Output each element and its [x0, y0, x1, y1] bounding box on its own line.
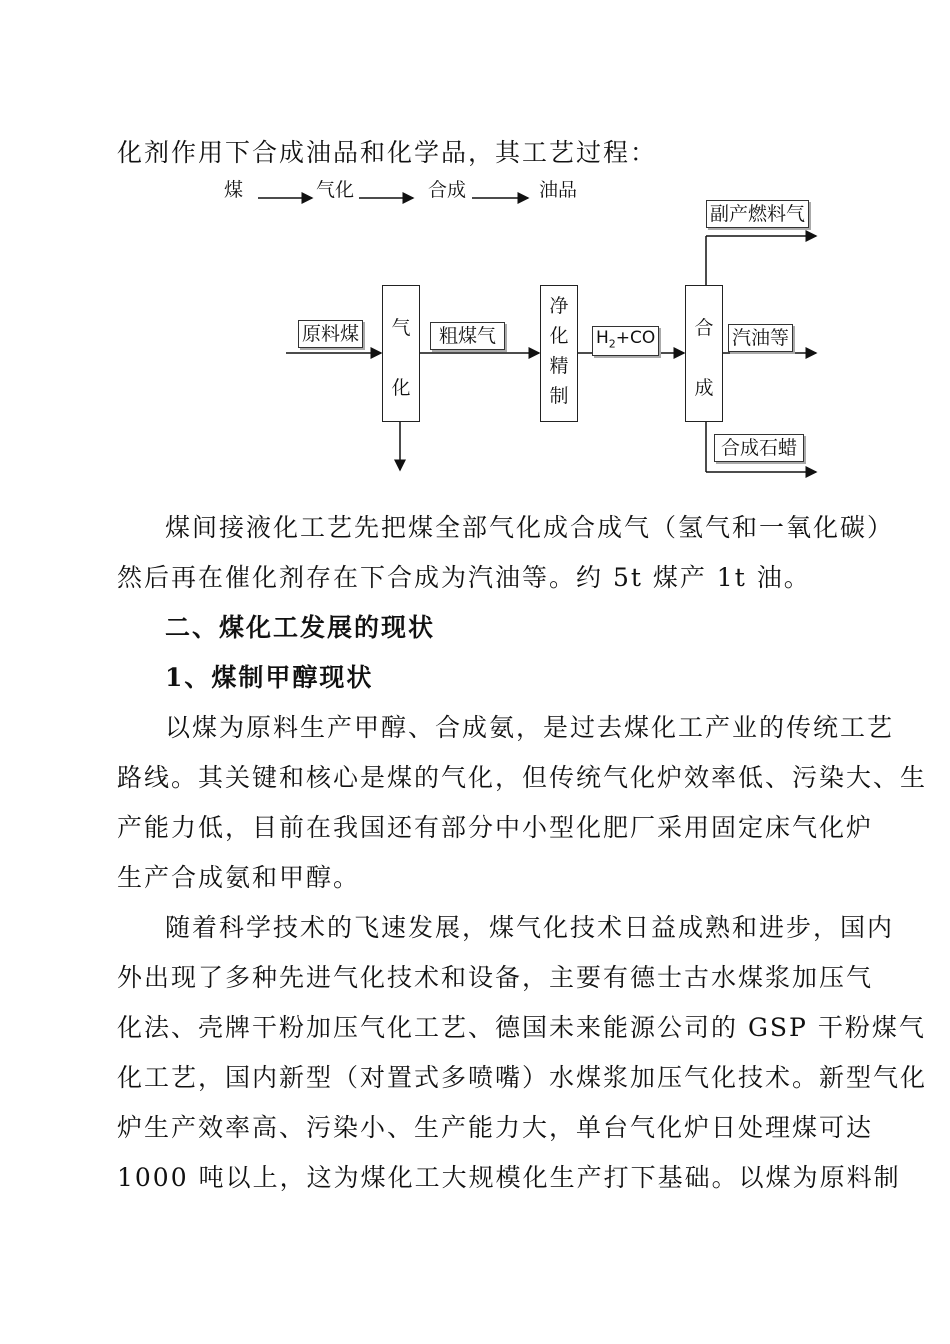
crude-gas-label: 粗煤气 — [430, 322, 505, 350]
raw-coal-label: 原料煤 — [298, 320, 363, 348]
paragraph-line: 化法、壳牌干粉加压气化工艺、德国未来能源公司的 GSP 干粉煤气 — [117, 1013, 926, 1042]
paragraph-line: 1000 吨以上，这为煤化工大规模化生产打下基础。以煤为原料制 — [117, 1163, 901, 1192]
flow-step-synth: 合成 — [428, 179, 467, 201]
purification-char: 化 — [549, 325, 569, 347]
paragraph-line: 外出现了多种先进气化技术和设备，主要有德士古水煤浆加压气 — [117, 963, 874, 992]
flow-step-coal: 煤 — [224, 179, 244, 201]
purification-box — [540, 285, 578, 422]
purification-char: 净 — [549, 295, 569, 317]
subsection-heading: 1、煤制甲醇现状 — [165, 663, 374, 692]
paragraph-line: 产能力低，目前在我国还有部分中小型化肥厂采用固定床气化炉 — [117, 813, 874, 842]
flow-step-oil: 油品 — [539, 179, 578, 201]
gasifier-char: 气 — [391, 317, 411, 339]
syngas-h: H — [596, 328, 609, 348]
purification-char: 制 — [549, 385, 569, 407]
syngas-sub: 2 — [608, 337, 616, 351]
syngas-label — [592, 326, 659, 356]
paragraph-line: 路线。其关键和核心是煤的气化，但传统气化炉效率低、污染大、生 — [117, 763, 928, 792]
syngas-rest: +CO — [615, 328, 656, 348]
wax-label: 合成石蜡 — [714, 434, 804, 462]
paragraph-line: 炉生产效率高、污染小、生产能力大，单台气化炉日处理煤可达 — [117, 1113, 874, 1142]
section-heading: 二、煤化工发展的现状 — [165, 613, 436, 642]
synthesis-box — [685, 285, 723, 422]
paragraph-line: 化工艺，国内新型（对置式多喷嘴）水煤浆加压气化技术。新型气化 — [117, 1063, 928, 1092]
gasifier-box — [382, 285, 420, 422]
gasoline-label: 汽油等 — [728, 324, 793, 352]
paragraph-line: 然后再在催化剂存在下合成为汽油等。约 5t 煤产 1t 油。 — [117, 563, 811, 592]
synthesis-char: 合 — [694, 317, 714, 339]
purification-char: 精 — [549, 355, 569, 377]
text-line: 化剂作用下合成油品和化学品，其工艺过程： — [117, 138, 658, 167]
paragraph-line: 随着科学技术的飞速发展，煤气化技术日益成熟和进步，国内 — [165, 913, 895, 942]
paragraph-line: 以煤为原料生产甲醇、合成氨，是过去煤化工产业的传统工艺 — [165, 713, 895, 742]
paragraph-line: 煤间接液化工艺先把煤全部气化成合成气（氢气和一氧化碳） — [165, 513, 895, 542]
byproduct-gas-label: 副产燃料气 — [706, 200, 809, 228]
flow-step-gasify: 气化 — [316, 179, 355, 201]
synthesis-char: 成 — [694, 377, 714, 399]
gasifier-char: 化 — [391, 377, 411, 399]
paragraph-line: 生产合成氨和甲醇。 — [117, 863, 361, 892]
